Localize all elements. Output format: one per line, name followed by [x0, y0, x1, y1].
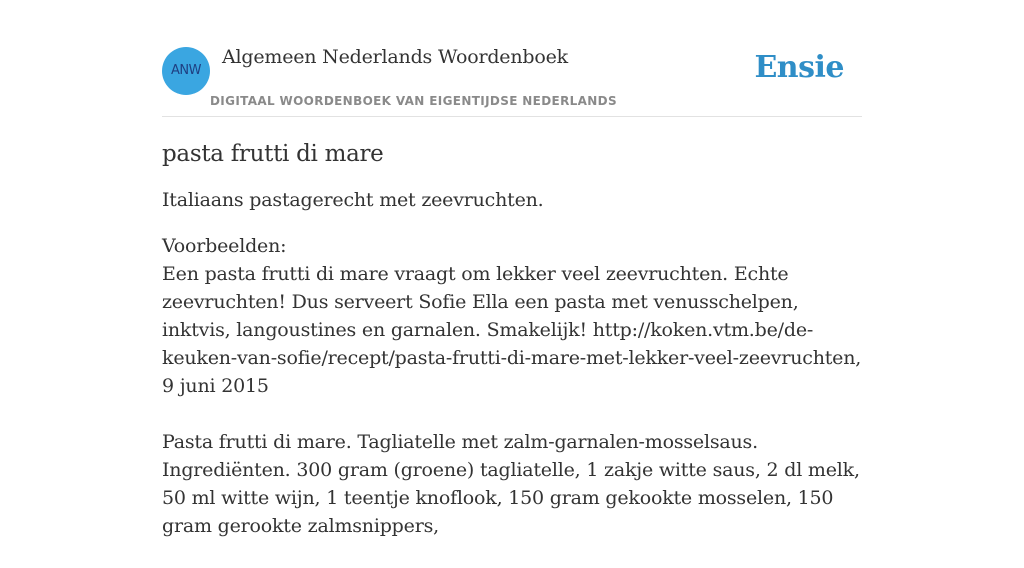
examples-label: Voorbeelden: — [162, 235, 287, 257]
example-1: Een pasta frutti di mare vraagt om lekker veel zeevruchten. Echte zeevruchten! Dus serveert Sofie Ella een pasta met venusschelpen, inktvis, langoustines en garnalen. Smakelijk! http://koken.vtm.be/de-keuken-van-sofie/recept/pasta-frutti-di-mare-met-lekker-veel-zeevruchten, 9 juni 2015 — [162, 263, 862, 397]
examples-section — [162, 232, 862, 540]
ensie-logo-link[interactable]: Ensie — [754, 50, 844, 85]
dictionary-entry — [162, 136, 862, 568]
example-2: Pasta frutti di mare. Tagliatelle met zalm-garnalen-mosselsaus. Ingrediënten. 300 gram (groene) tagliatelle, 1 zakje witte saus, 2 dl melk, 50 ml witte wijn, 1 teentje knoflook, 150 gram gekookte mosselen, 150 gram gerookte zalmsnippers, — [162, 431, 860, 537]
dictionary-title[interactable]: Algemeen Nederlands Woordenboek — [222, 46, 568, 68]
anw-logo[interactable]: ANW — [162, 47, 210, 95]
definition: Italiaans pastagerecht met zeevruchten. — [162, 189, 544, 211]
dictionary-subtitle: DIGITAAL WOORDENBOEK VAN EIGENTIJDSE NEDERLANDS — [210, 94, 617, 108]
site-header — [162, 0, 862, 117]
headword: pasta frutti di mare — [162, 141, 384, 167]
